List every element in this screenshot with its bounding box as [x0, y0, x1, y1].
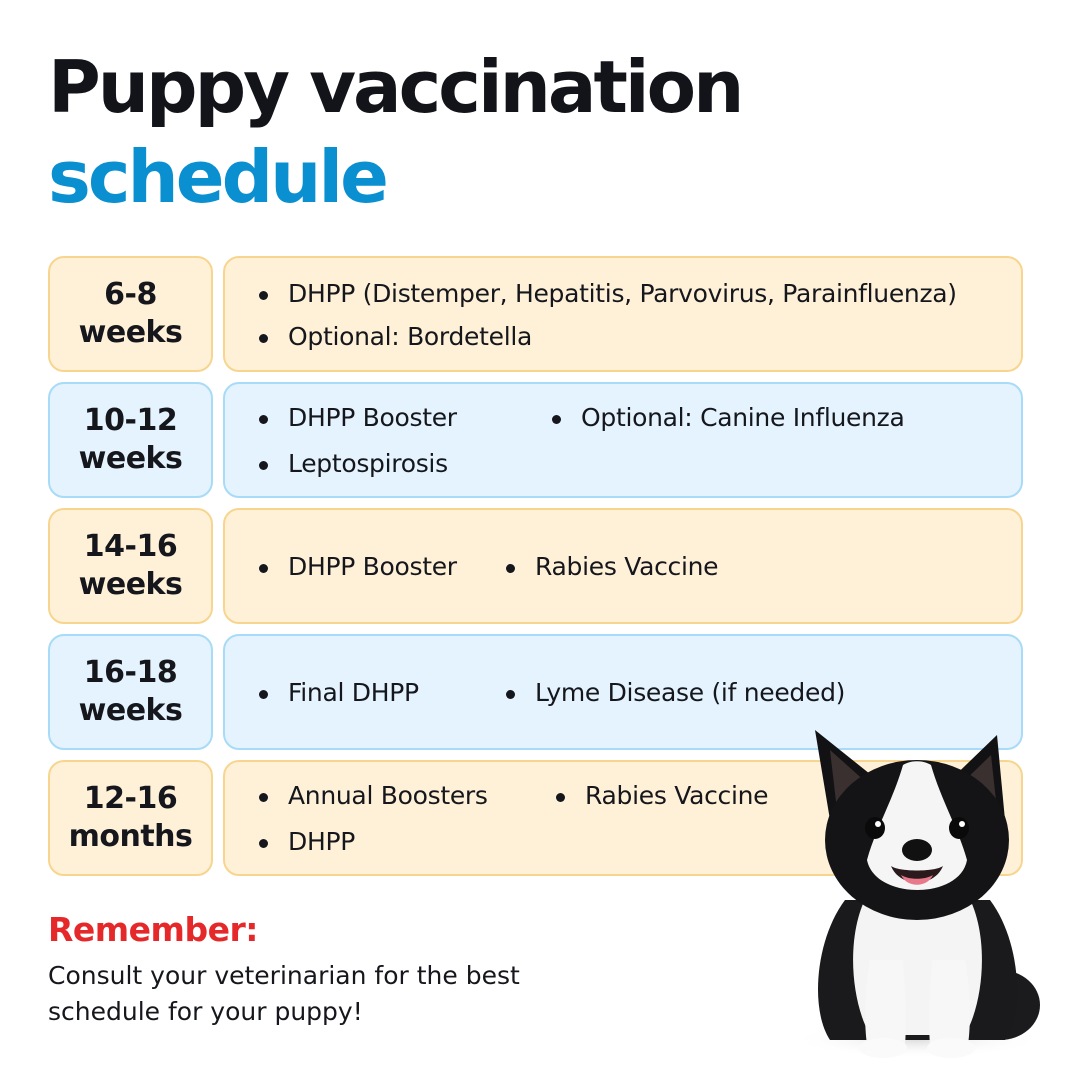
- vaccine-item: DHPP (Distemper, Hepatitis, Parvovirus, Parainfluenza): [288, 279, 957, 308]
- age-unit: weeks: [78, 441, 183, 476]
- age-range: 14-16: [83, 529, 178, 564]
- vaccine-item: Optional: Bordetella: [288, 322, 533, 351]
- vaccine-item: Rabies Vaccine: [535, 552, 719, 581]
- age-unit: months: [68, 819, 193, 854]
- age-label: [48, 760, 213, 876]
- vaccine-item: Optional: Canine Influenza: [581, 403, 905, 432]
- schedule-row-10-12-weeks: [48, 382, 1023, 498]
- puppy-illustration: [775, 710, 1060, 1070]
- vaccine-item: DHPP Booster: [288, 403, 457, 432]
- age-unit: weeks: [78, 315, 183, 350]
- vaccine-item: Annual Boosters: [288, 781, 488, 810]
- puppy-icon: [775, 710, 1060, 1070]
- title-line-2: schedule: [48, 135, 386, 219]
- vaccine-list: [223, 256, 1023, 372]
- title-line-1: Puppy vaccination: [48, 45, 742, 129]
- vaccine-item: DHPP Booster: [288, 552, 457, 581]
- vaccine-item: Lyme Disease (if needed): [535, 678, 846, 707]
- age-label: [48, 508, 213, 624]
- age-range: 16-18: [83, 655, 178, 690]
- vaccine-list: [223, 382, 1023, 498]
- vaccine-list: [223, 508, 1023, 624]
- age-unit: weeks: [78, 693, 183, 728]
- vaccine-item: Leptospirosis: [288, 449, 448, 478]
- age-unit: weeks: [78, 567, 183, 602]
- age-range: 12-16: [83, 781, 178, 816]
- age-label: [48, 634, 213, 750]
- age-label: [48, 382, 213, 498]
- schedule-row-6-8-weeks: [48, 256, 1023, 372]
- remember-text: Consult your veterinarian for the best schedule for your puppy!: [48, 961, 520, 1026]
- vaccine-item: Final DHPP: [288, 678, 419, 707]
- schedule-row-14-16-weeks: [48, 508, 1023, 624]
- age-range: 10-12: [83, 403, 178, 438]
- age-label: [48, 256, 213, 372]
- vaccine-item: DHPP: [288, 827, 356, 856]
- age-range: 6-8: [104, 277, 157, 312]
- remember-heading: Remember:: [48, 910, 258, 949]
- vaccine-item: Rabies Vaccine: [585, 781, 769, 810]
